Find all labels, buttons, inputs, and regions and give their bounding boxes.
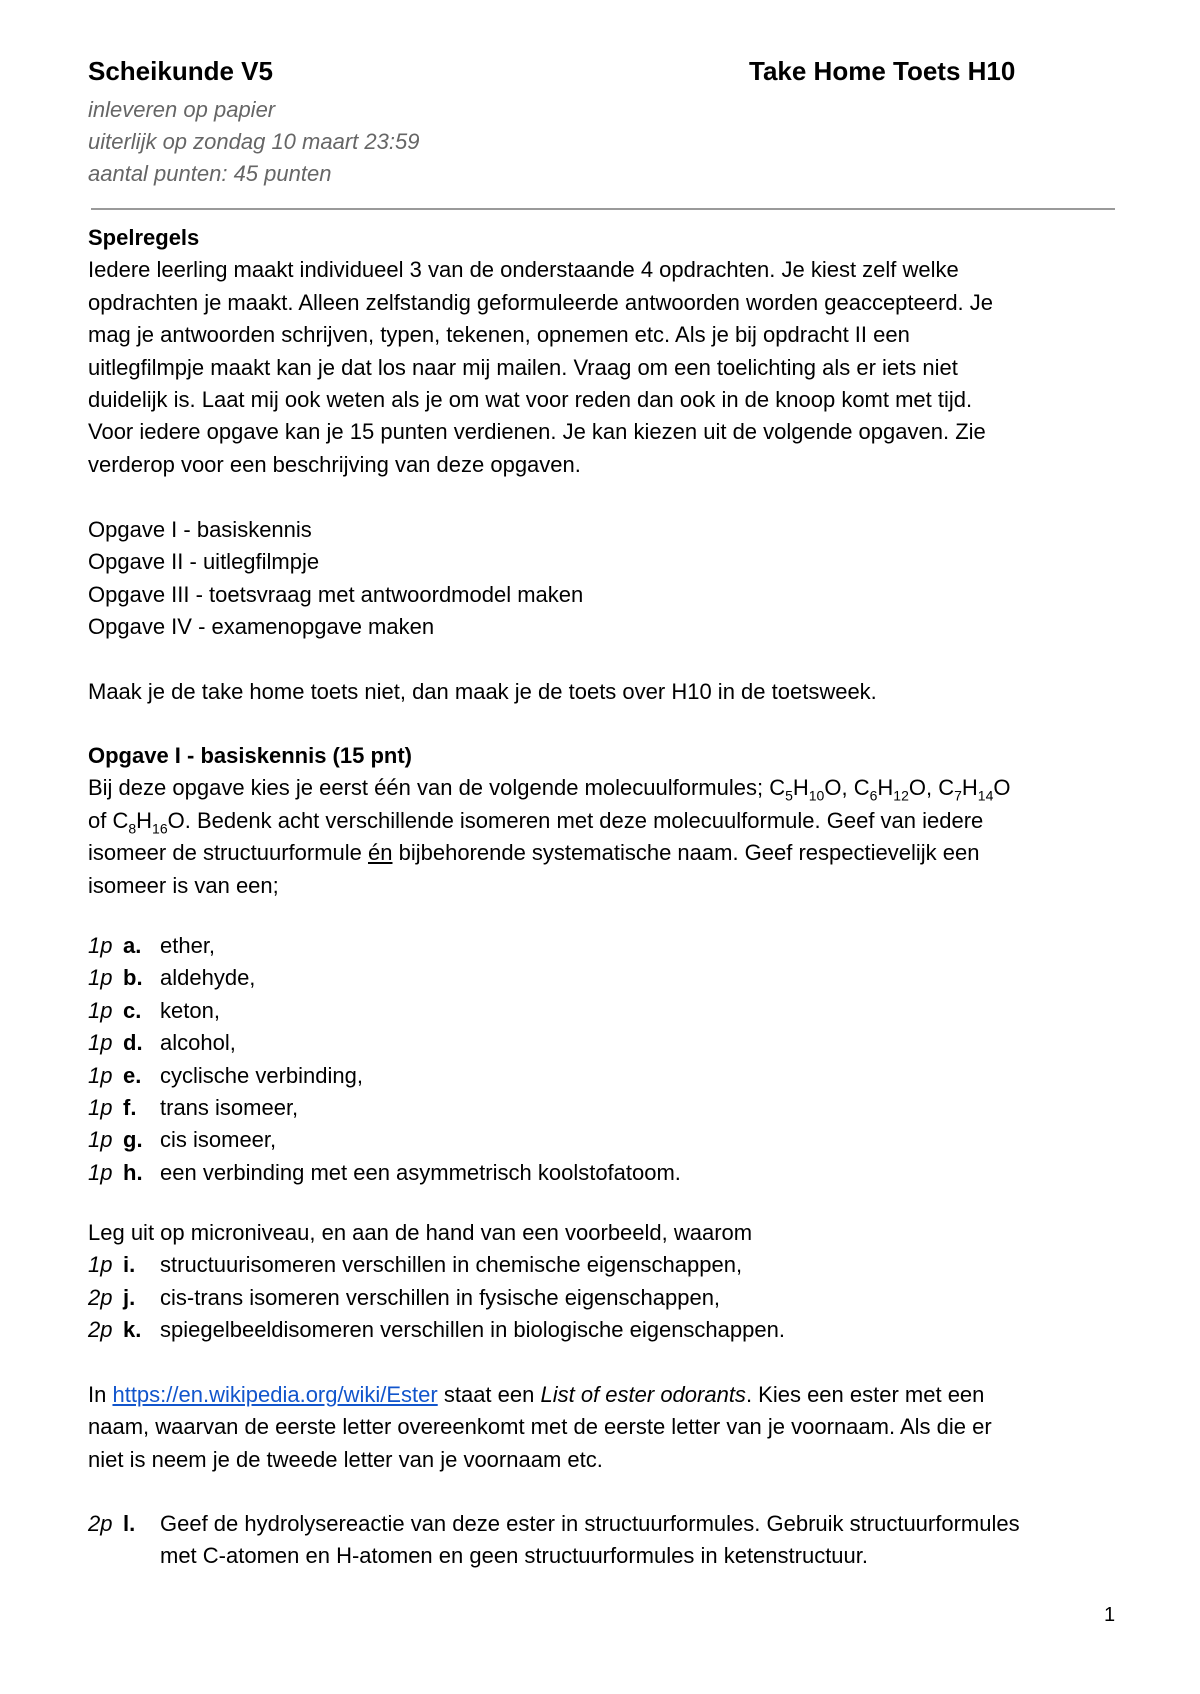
section-heading: Opgave I - basiskennis (15 pnt): [88, 743, 412, 768]
meta-line: uiterlijk op zondag 10 maart 23:59: [88, 129, 420, 154]
paragraph-line: verderop voor een beschrijving van deze opgaven.: [88, 451, 581, 477]
paragraph-line: isomeer de structuurformule én bijbehorende systematische naam. Geef respectievelijk een: [88, 840, 980, 866]
question-item: 1p d. alcohol,: [88, 1030, 236, 1056]
formula: $C_5H_{10}O$: [769, 775, 842, 804]
formula: $C_8H_{16}O$: [112, 807, 185, 837]
paragraph-line: uitlegfilmpje maakt kan je dat los naar mij mailen. Vraag om een toelichting als er iets niet: [88, 354, 958, 380]
meta-info: [88, 94, 419, 190]
paragraph-line: niet is neem je de tweede letter van je voornaam etc.: [88, 1446, 603, 1472]
question-item: 1p g. cis isomeer,: [88, 1127, 277, 1153]
question-list-a-h: [88, 930, 1128, 1189]
paragraph-line: opdrachten je maakt. Alleen zelfstandig geformuleerde antwoorden worden geaccepteerd. Je: [88, 289, 994, 315]
doc-subtitle: Take Home Toets H10: [749, 56, 1016, 86]
paragraph-line: naam, waarvan de eerste letter overeenkomt met de eerste letter van je voornaam. Als die er: [88, 1414, 992, 1440]
section-heading: Spelregels: [88, 225, 200, 250]
paragraph-line: Voor iedere opgave kan je 15 punten verdienen. Je kan kiezen uit de volgende opgaven. Zie: [88, 419, 986, 445]
paragraph-line: duidelijk is. Laat mij ook weten als je om wat voor reden dan ook in de knoop komt met tijd.: [88, 387, 973, 413]
underlined-word: én: [368, 840, 393, 866]
meta-line: aantal punten: 45 punten: [88, 161, 332, 186]
opgave1-section: [88, 740, 1128, 902]
question-item: 1p b. aldehyde,: [88, 965, 256, 991]
question-item: 1p e. cyclische verbinding,: [88, 1062, 363, 1088]
meta-line: inleveren op papier: [88, 97, 276, 122]
paragraph-line: Leg uit op microniveau, en aan de hand van een voorbeeld, waarom: [88, 1220, 753, 1245]
header: [88, 56, 1088, 92]
opgave-list-item: Opgave IV - examenopgave maken: [88, 614, 435, 640]
formula: $C_6H_{12}O$: [853, 775, 926, 804]
paragraph-line: Bij deze opgave kies je eerst één van de volgende molecuulformules; $C_5H_{10}O$, $C_6H_{12}O$, $C_7H_{14}O$: [88, 775, 1011, 804]
question-item-l: 2p l. Geef de hydrolysereactie van deze ester in structuurformules. Gebruik structuurformules met C-atomen en H-atomen en geen structuurformules in ketenstructuur.: [88, 1508, 1128, 1573]
doc-title: Scheikunde V5: [88, 56, 273, 86]
question-list-i-k: [88, 1217, 1128, 1347]
question-item: 1p f. trans isomeer,: [88, 1094, 299, 1120]
spelregels-section: [88, 222, 1128, 481]
paragraph-line: Iedere leerling maakt individueel 3 van de onderstaande 4 opdrachten. Je kiest zelf welke: [88, 257, 959, 283]
ester-paragraph: [88, 1379, 1128, 1476]
question-item: 1p c. keton,: [88, 997, 220, 1023]
formula: $C_7H_{14}O$: [938, 775, 1011, 804]
question-item: 2p k. spiegelbeeldisomeren verschillen in biologische eigenschappen.: [88, 1317, 785, 1343]
horizontal-rule: [91, 208, 1115, 210]
paragraph-line: of $C_8H_{16}O$. Bedenk acht verschillende isomeren met deze molecuulformule. Geef van iedere: [88, 807, 984, 837]
question-text: Geef de hydrolysereactie van deze ester in structuurformules. Gebruik structuurformules met C-atomen en H-atomen en geen structuurformules in ketenstructuur.: [160, 1511, 1020, 1569]
question-item: 1p a. ether,: [88, 933, 216, 958]
question-item: 1p i. structuurisomeren verschillen in chemische eigenschappen,: [88, 1252, 743, 1278]
opgave-list-item: Opgave III - toetsvraag met antwoordmodel maken: [88, 581, 584, 607]
opgave-list-item: Opgave II - uitlegfilmpje: [88, 549, 320, 575]
opgaven-list: [88, 514, 1128, 644]
question-item: 2p j. cis-trans isomeren verschillen in fysische eigenschappen,: [88, 1284, 721, 1310]
paragraph-line: isomeer is van een;: [88, 872, 279, 898]
note-paragraph: Maak je de take home toets niet, dan maak je de toets over H10 in de toetsweek.: [88, 679, 877, 704]
paragraph-line: In https://en.wikipedia.org/wiki/Ester staat een List of ester odorants. Kies een ester met een: [88, 1382, 985, 1407]
page-number: 1: [1104, 1604, 1116, 1626]
wikipedia-ester-link[interactable]: https://en.wikipedia.org/wiki/Ester: [112, 1382, 438, 1407]
question-item: 1p h. een verbinding met een asymmetrisch koolstofatoom.: [88, 1159, 681, 1185]
paragraph-line: mag je antwoorden schrijven, typen, tekenen, opnemen etc. Als je bij opdracht II een: [88, 322, 910, 348]
opgave-list-item: Opgave I - basiskennis: [88, 517, 312, 542]
